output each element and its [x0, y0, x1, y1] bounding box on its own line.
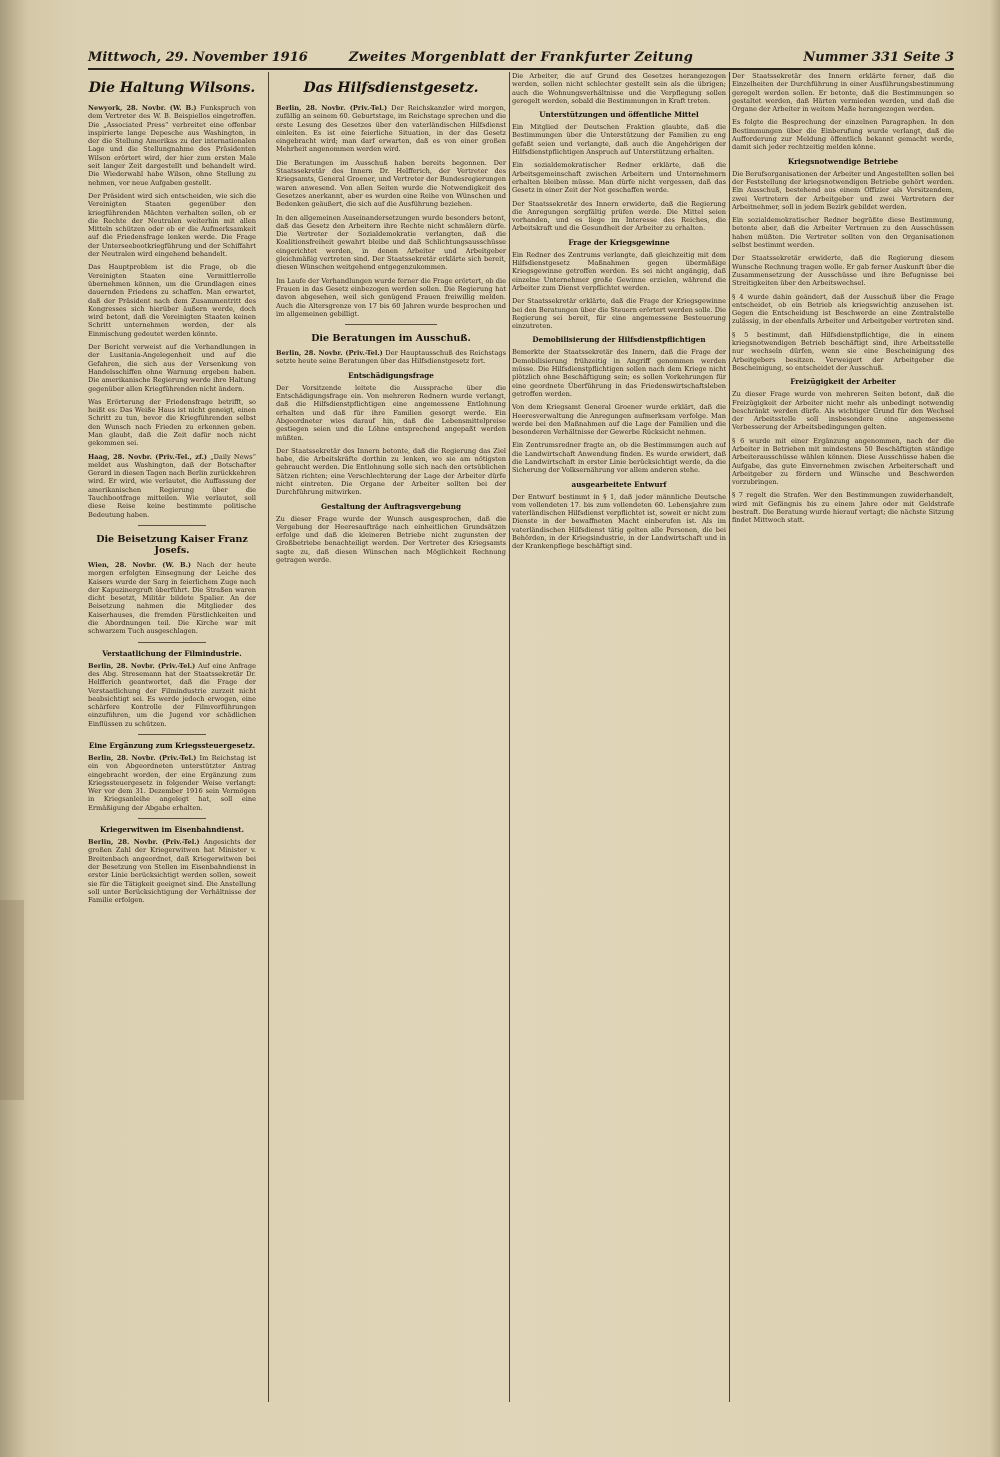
- headline-hilfsdienstgesetz: Das Hilfsdienstgesetz.: [303, 80, 479, 96]
- article-paragraph: Der Staatssekretär erklärte, daß die Frage der Kriegsgewinne bei den Beratungen über die Steuern erörtert werden solle. Die Regierung sei bereit, für eine angemessene Besteuerung einzutreten.: [512, 297, 726, 331]
- divider: [138, 734, 205, 735]
- article-paragraph: § 4 wurde dahin geändert, daß der Ausschuß über die Frage entscheidet, ob ein Betrieb als kriegswichtig anzusehen ist. Gegen die Entscheidung ist Beschwerde an eine Zentralstelle zulässig, in der ebenfalls Arbeiter und Arbeitgeber vertreten sind.: [732, 292, 954, 326]
- column-rule: [729, 72, 730, 1402]
- dateline: Berlin, 28. Novbr. (Priv.-Tel.): [88, 754, 197, 762]
- article-paragraph: § 6 wurde mit einer Ergänzung angenommen, nach der die Arbeiter in Betrieben mit mindestens 50 Beschäftigten ständige Arbeiterausschüsse wählen können. Diese Ausschüsse haben die Aufgabe, das gute Einvernehmen zwischen Arbeiterschaft und Arbeitgeber zu fördern und Wünsche und Beschwerden vorzubringen.: [732, 436, 954, 487]
- subhead-kriegsnotwendige-betriebe: Kriegsnotwendige Betriebe: [787, 156, 899, 166]
- article-paragraph: Die Beratungen im Ausschuß haben bereits begonnen. Der Staatssekretär des Innern Dr. Helfferich, der Vertreter des Kriegsamts, General Groener, und Vertreter der Bundesregierungen waren anwesend. Von allen Seiten wurde die Notwendigkeit des Gesetzes anerkannt, aber es wurden eine Reihe von Wünschen und Bedenken geäußert, die sich auf die Ausführung beziehen.: [276, 158, 506, 209]
- masthead: [88, 46, 954, 70]
- column-1: [88, 72, 256, 1412]
- article-text: Auf eine Anfrage des Abg. Stresemann hat der Staatssekretär Dr. Helfferich geantwortet, daß die Frage der Verstaatlichung der Filmindustrie zurzeit nicht beabsichtigt sei. Es werde jedoch erwogen, eine schärfere Kontrolle der Filmvorführungen einzuführen, um die Jugend vor schädlichen Einflüssen zu schützen.: [88, 661, 256, 728]
- dateline: Newyork, 28. Novbr. (W. B.): [88, 104, 197, 112]
- page-edge-right: [990, 0, 1000, 1457]
- article-paragraph: Der Staatssekretär des Innern erwiderte, daß die Regierung die Anregungen sorgfältig prüfen werde. Die Mittel seien vorhanden, und es liege im Interesse des Reiches, die Arbeitskraft und die Gesundheit der Arbeiter zu erhalten.: [512, 199, 726, 233]
- subhead-entschaedigung: Entschädigungsfrage: [348, 370, 434, 380]
- divider: [345, 324, 437, 325]
- article-paragraph: In den allgemeinen Auseinandersetzungen wurde besonders betont, daß das Gesetz den Arbeitern ihre Rechte nicht schmälern dürfe. Die Vertreter der Sozialdemokratie verlangten, daß die Koalitionsfreiheit gewahrt bleibe und daß Schlichtungsausschüsse eingerichtet werden, in denen Arbeiter und Arbeitgeber gleichmäßig vertreten sind. Der Staatssekretär erklärte sich bereit, diesen Wünschen weitgehend entgegenzukommen.: [276, 213, 506, 272]
- article-paragraph: Der Staatssekretär erwiderte, daß die Regierung diesem Wunsche Rechnung tragen wolle. Er gab ferner Auskunft über die Zusammensetzung der Ausschüsse und ihre Befugnisse bei Streitigkeiten über den Arbeitswechsel.: [732, 254, 954, 288]
- article-paragraph: Der Staatssekretär des Innern betonte, daß die Regierung das Ziel habe, die Arbeitskräfte dorthin zu lenken, wo sie am nötigsten gebraucht werden. Die Entlohnung solle sich nach den ortsüblichen Sätzen richten; eine Verschlechterung der Lage der Arbeiter dürfe nicht eintreten. Die Organe der Arbeiter sollten bei der Durchführung mitwirken.: [276, 446, 506, 497]
- column-3: [512, 72, 726, 1412]
- headline-wilson: Die Haltung Wilsons.: [88, 80, 256, 96]
- headline-kriegerwitwen: Kriegerwitwen im Eisenbahndienst.: [100, 825, 244, 835]
- masthead-date: Mittwoch, 29. November 1916: [88, 50, 308, 65]
- article-paragraph: Der Vorsitzende leitete die Aussprache über die Entschädigungsfrage ein. Von mehreren Rednern wurde verlangt, daß die Hilfsdienstpflichtigen eine angemessene Entlohnung erhalten und daß für ihre Familien gesorgt werde. Ein Abgeordneter wies darauf hin, daß die Lebensmittelpreise gestiegen seien und die Löhne entsprechend angepaßt werden müßten.: [276, 383, 506, 442]
- masthead-title: Zweites Morgenblatt der Frankfurter Zeitung: [348, 50, 694, 65]
- article-paragraph: Ein sozialdemokratischer Redner erklärte, daß die Arbeitsgemeinschaft zwischen Arbeitern und Unternehmern erhalten bleiben müsse. Man dürfe nicht vergessen, daß das Gesetz in einer Zeit der Not geschaffen werde.: [512, 161, 726, 195]
- divider: [138, 642, 205, 643]
- column-2: [276, 72, 506, 1412]
- headline-filmindustrie: Verstaatlichung der Filmindustrie.: [102, 648, 242, 658]
- article-paragraph: [88, 838, 256, 904]
- dateline: Haag, 28. Novbr. (Priv.-Tel., zf.): [88, 452, 208, 461]
- article-paragraph: Zu dieser Frage wurde der Wunsch ausgesprochen, daß die Vergebung der Heeresaufträge nach einheitlichen Grundsätzen erfolge und daß die kleineren Betriebe nicht zugunsten der Großbetriebe benachteiligt werden. Der Vertreter des Kriegsamts sagte zu, daß diesen Wünschen nach Möglichkeit Rechnung getragen werde.: [276, 514, 506, 565]
- dateline: Berlin, 28. Novbr. (Priv.-Tel.): [88, 661, 196, 670]
- subhead-unterstuetzungen: Unterstützungen und öffentliche Mittel: [539, 110, 699, 120]
- article-paragraph: Von dem Kriegsamt General Groener wurde erklärt, daß die Heeresverwaltung die Anregungen aufmerksam verfolge. Man werde bei den Maßnahmen auf die Lage der Familien und die besonderen Verhältnisse der Gewerbe Rücksicht nehmen.: [512, 403, 726, 437]
- subhead-auftragsvergebung: Gestaltung der Auftragsvergebung: [320, 501, 462, 511]
- subhead-kriegsgewinne: Frage der Kriegsgewinne: [568, 237, 670, 247]
- page-edge-left: [0, 0, 28, 1457]
- dateline: Berlin, 28. Novbr. (Priv.-Tel.): [276, 349, 383, 358]
- article-paragraph: [88, 104, 256, 187]
- article-paragraph: Ein Redner des Zentrums verlangte, daß gleichzeitig mit dem Hilfsdienstgesetz Maßnahmen gegen übermäßige Kriegsgewinne getroffen werden. Es sei nicht angängig, daß einzelne Unternehmer große Gewinne erzielen, während die Arbeiter zum Dienst verpflichtet werden.: [512, 250, 726, 292]
- article-paragraph: Ein sozialdemokratischer Redner begrüßte diese Bestimmung, betonte aber, daß die Arbeiter Vertrauen zu den Ausschüssen haben müßten. Die Vertreter sollten von den Organisationen selbst bestimmt werden.: [732, 216, 954, 250]
- article-paragraph: Der Bericht verweist auf die Verhandlungen in der Lusitania-Angelegenheit und auf die Gefahren, die sich aus der Versenkung von Handelsschiffen ohne Warnung ergeben haben. Die amerikanische Regierung werde ihre Haltung gegenüber allen Kriegführenden nicht ändern.: [88, 343, 256, 393]
- dateline: Berlin, 28. Novbr. (Priv.-Tel.): [88, 838, 200, 847]
- article-paragraph: Die Arbeiter, die auf Grund des Gesetzes herangezogen werden, sollen nicht schlechter gestellt sein als die übrigen; auch die Wohnungsverhältnisse und die Verpflegung sollen geregelt werden, sobald die Bestimmungen in Kraft treten.: [512, 72, 726, 105]
- article-paragraph: Bemerkte der Staatssekretär des Innern, daß die Frage der Demobilisierung frühzeitig in Angriff genommen werden müsse. Die Hilfsdienstpflichtigen sollen nach dem Kriege nicht plötzlich ohne Beschäftigung sein; es sollen Vorkehrungen für eine geordnete Überführung in das Friedenswirtschaftsleben getroffen werden.: [512, 348, 726, 398]
- article-paragraph: Was Erörterung der Friedensfrage betrifft, so heißt es: Das Weiße Haus ist nicht geneigt, einen Schritt zu tun, bevor die Kriegführenden selbst den Wunsch nach Frieden zu erkennen geben. Man glaubt, daß die Zeit dafür noch nicht gekommen sei.: [88, 397, 256, 448]
- divider: [138, 818, 205, 819]
- article-text: Im Reichstag ist ein von Abgeordneten unterstützter Antrag eingebracht worden, der eine Ergänzung zum Kriegssteuergesetz in folgender Weise verlangt: Wer vor dem 31. Dezember 1916 sein Vermögen in Kriegsanleihe angelegt hat, soll eine Ermäßigung der Abgabe erhalten.: [88, 754, 256, 812]
- divider: [138, 525, 205, 526]
- article-paragraph: Ein Zentrumsredner fragte an, ob die Bestimmungen auch auf die Landwirtschaft Anwendung finden. Es wurde erwidert, daß die Landwirtschaft in erster Linie berücksichtigt werde, da die Sicherung der Volksernährung vor allem anderen stehe.: [512, 441, 726, 475]
- article-text: Nach der heute morgen erfolgten Einsegnung der Leiche des Kaisers wurde der Sarg in feierlichem Zuge nach der Kapuzinergruft überführt. Die Straßen waren dicht besetzt, Militär bildete Spalier. An der Beisetzung nahmen die Mitglieder des Kaiserhauses, die fremden Fürstlichkeiten und die Abordnungen teil. Die Kirche war mit schwarzem Tuch ausgeschlagen.: [88, 560, 256, 636]
- article-text: Angesichts der großen Zahl der Kriegerwitwen hat Minister v. Breitenbach angeordnet, daß Kriegerwitwen bei der Besetzung von Stellen im Eisenbahndienst in erster Linie berücksichtigt werden sollen, soweit sie für die Tätigkeit geeignet sind. Die Anstellung soll unter Berücksichtigung der Verhältnisse der Familie erfolgen.: [88, 838, 256, 905]
- article-text: Der Hauptausschuß des Reichstags setzte heute seine Beratungen über das Hilfsdienstgesetz fort.: [276, 349, 506, 366]
- paper-stain: [0, 900, 24, 1100]
- subhead-demobilisierung: Demobilisierung der Hilfsdienstpflichtigen: [532, 335, 706, 345]
- article-paragraph: [88, 662, 256, 728]
- article-paragraph: Der Präsident wird sich entscheiden, wie sich die Vereinigten Staaten gegenüber den kriegführenden Mächten verhalten sollen, ob er die Rechte der Neutralen weiterhin mit allen Mitteln schützen oder ob er die Aufmerksamkeit auf die Friedensfrage lenken werde. Die Frage der Unterseebootkriegführung und der Schiffahrt der Neutralen wird eingehend behandelt.: [88, 191, 256, 259]
- article-paragraph: § 7 regelt die Strafen. Wer den Bestimmungen zuwiderhandelt, wird mit Gefängnis bis zu einem Jahre oder mit Geldstrafe bestraft. Die Beratung wurde hierauf vertagt; die nächste Sitzung findet Mittwoch statt.: [732, 491, 954, 525]
- article-paragraph: § 5 bestimmt, daß Hilfsdienstpflichtige, die in einem kriegsnotwendigen Betrieb beschäftigt sind, ihre Arbeitsstelle nur wechseln dürfen, wenn sie eine Bescheinigung des Arbeitgebers besitzen. Verweigert der Arbeitgeber die Bescheinigung, so entscheidet der Ausschuß.: [732, 330, 954, 372]
- article-paragraph: [88, 453, 256, 519]
- column-rule: [509, 72, 510, 1402]
- article-paragraph: [88, 754, 256, 812]
- article-paragraph: Ein Mitglied der Deutschen Fraktion glaubte, daß die Bestimmungen über die Unterstützung der Familien zu eng gefaßt seien und verlangte, daß auch die Angehörigen der Hilfsdienstpflichtigen Anspruch auf Unterstützung erhalten.: [512, 123, 726, 157]
- dateline: Berlin, 28. Novbr. (Priv.-Tel.): [276, 104, 388, 112]
- article-text: „Daily News“ meldet aus Washington, daß der Botschafter Gerard in diesen Tagen nach Berlin zurückkehren wird. Er wird, wie verlautet, die Auffassung der amerikanischen Regierung über die Tauchbootfrage mitteilen. Wie verlautet, soll diese Reise keine bestimmte politische Bedeutung haben.: [88, 452, 256, 519]
- headline-ausschuss: Die Beratungen im Ausschuß.: [311, 333, 471, 345]
- headline-franz-josef: Die Beisetzung Kaiser Franz Josefs.: [96, 533, 248, 556]
- article-paragraph: [276, 104, 506, 154]
- subhead-entwurf: ausgearbeitete Entwurf: [571, 479, 667, 489]
- article-paragraph: Das Hauptproblem ist die Frage, ob die Vereinigten Staaten eine Vermittlerrolle übernehmen können, um die Grundlagen eines dauernden Friedens zu schaffen. Man erwartet, daß der Präsident nach dem Zusammentritt des Kongresses sich hierüber äußern werde, doch wird betont, daß die Vereinigten Staaten keinen Schritt unternehmen werden, der als Einmischung gedeutet werden könnte.: [88, 263, 256, 338]
- article-paragraph: Im Laufe der Verhandlungen wurde ferner die Frage erörtert, ob die Frauen in das Gesetz einbezogen werden sollen. Die Regierung hat davon abgesehen, weil sich genügend Frauen freiwillig melden. Auch die Altersgrenze von 17 bis 60 Jahren wurde besprochen und im allgemeinen gebilligt.: [276, 276, 506, 318]
- article-text: Funkspruch von dem Vertreter des W. B. Beispiellos eingetroffen. Die „Associated Press“ verbreitet eine offenbar inspirierte lange Depesche aus Washington, in der die Stellung Amerikas zu der internationalen Lage und die Stellungnahme des Präsidenten Wilson erörtert wird, der hier zum ersten Male seit langer Zeit dargestellt und behandelt wird. Die Wiederwahl habe Wilson, ohne Stellung zu nehmen, vor neue Aufgaben gestellt.: [88, 104, 256, 187]
- column-rule: [268, 72, 269, 1402]
- article-paragraph: Zu dieser Frage wurde von mehreren Seiten betont, daß die Freizügigkeit der Arbeiter nicht mehr als unbedingt notwendig beschränkt werden dürfe. Als wichtiger Grund für den Wechsel der Arbeitsstelle soll insbesondere eine angemessene Verbesserung der Arbeitsbedingungen gelten.: [732, 390, 954, 432]
- article-paragraph: Die Berufsorganisationen der Arbeiter und Angestellten sollen bei der Feststellung der kriegsnotwendigen Betriebe gehört werden. Ein Ausschuß, bestehend aus einem Offizier als Vorsitzendem, zwei Vertretern der Arbeitgeber und zwei Vertretern der Arbeitnehmer, soll in jedem Bezirk gebildet werden.: [732, 169, 954, 211]
- article-paragraph: Der Staatssekretär des Innern erklärte ferner, daß die Einzelheiten der Durchführung in einer Ausführungsbestimmung geregelt werden sollen. Er betonte, daß die Bestimmungen so gestaltet werden, daß Härten vermieden werden, und daß die Organe der Arbeiter in weitem Maße herangezogen werden.: [732, 72, 954, 114]
- subhead-freizuegigkeit: Freizügigkeit der Arbeiter: [790, 377, 896, 387]
- article-text: Der Reichskanzler wird morgen, zufällig an seinem 60. Geburtstage, im Reichstage sprechen und die erste Lesung des Gesetzes über den vaterländischen Hilfsdienst einleiten. Es ist eine feierliche Situation, in der das Gesetz eingebracht wird; man darf erwarten, daß es von einer großen Mehrheit angenommen werden wird.: [276, 104, 506, 154]
- masthead-page-number: Nummer 331 Seite 3: [803, 50, 954, 65]
- article-paragraph: [88, 561, 256, 636]
- article-paragraph: [276, 349, 506, 366]
- article-paragraph: Es folgte die Besprechung der einzelnen Paragraphen. In den Bestimmungen über die Einberufung wurde verlangt, daß die Aufforderung zur Meldung öffentlich bekannt gemacht werde, damit sich jeder rechtzeitig melden könne.: [732, 118, 954, 152]
- headline-kriegssteuer: Eine Ergänzung zum Kriegssteuergesetz.: [88, 741, 256, 750]
- article-paragraph: Der Entwurf bestimmt in § 1, daß jeder männliche Deutsche vom vollendeten 17. bis zum vollendeten 60. Lebensjahre zum vaterländischen Hilfsdienst verpflichtet ist, soweit er nicht zum Dienste in der bewaffneten Macht einberufen ist. Als im vaterländischen Hilfsdienst tätig gelten alle Personen, die bei Behörden, in der Kriegsindustrie, in der Landwirtschaft und in der Krankenpflege beschäftigt sind.: [512, 492, 726, 551]
- dateline: Wien, 28. Novbr. (W. B.): [88, 560, 191, 569]
- column-4: [732, 72, 954, 1412]
